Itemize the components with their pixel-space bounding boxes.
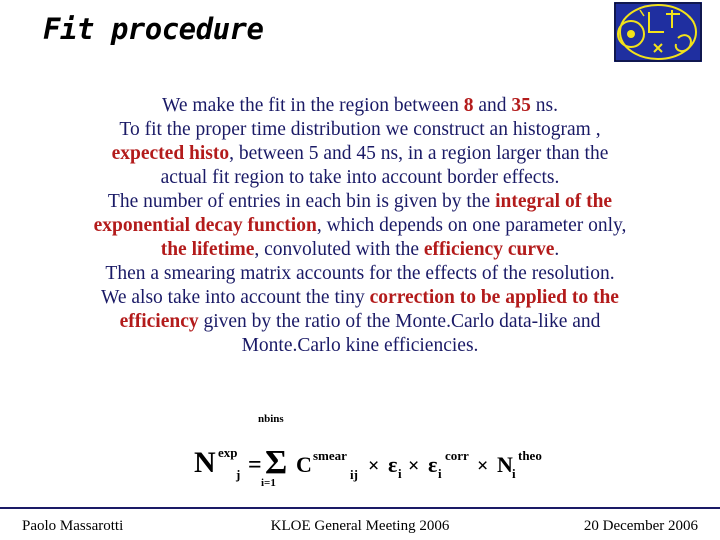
body-text-run: We make the fit in the region between — [162, 95, 464, 116]
highlighted-text: exponential decay function — [93, 215, 317, 236]
highlighted-text: correction to be applied to the — [369, 287, 619, 308]
highlighted-text: 8 — [463, 95, 474, 116]
body-paragraph — [20, 94, 700, 358]
body-text-run: given by the ratio of the Monte.Carlo data-like and — [198, 311, 601, 332]
formula-equals: = — [248, 452, 262, 478]
highlighted-text: efficiency — [119, 311, 199, 332]
footer-divider — [0, 507, 720, 509]
highlighted-text: efficiency curve — [423, 239, 555, 260]
formula-times-1: × — [368, 455, 380, 477]
body-text-run: Monte.Carlo kine efficiencies. — [241, 335, 479, 356]
body-text-run: actual fit region to take into account border effects. — [160, 167, 560, 188]
footer-author: Paolo Massarotti — [22, 518, 124, 534]
footer-date: 20 December 2006 — [583, 518, 698, 534]
formula-c-sup: smear — [313, 448, 347, 463]
formula-sum-lower: i=1 — [261, 477, 276, 489]
body-text-run: The number of entries in each bin is given by the — [107, 191, 496, 212]
highlighted-text: the lifetime — [160, 239, 255, 260]
formula-lhs-sub: j — [236, 467, 241, 482]
formula-eps2-sub: i — [438, 466, 442, 481]
formula-lhs-sup: exp — [218, 445, 238, 460]
formula-n-sup: theo — [518, 448, 542, 463]
formula-c-sub: ij — [350, 467, 358, 482]
formula-eps: ε — [388, 452, 398, 477]
body-text-run: To fit the proper time distribution we construct an histogram , — [119, 119, 601, 140]
body-text-run: , convoluted with the — [254, 239, 424, 260]
body-text-run: Then a smearing matrix accounts for the effects of the resolution. — [105, 263, 615, 284]
decay-formula — [0, 408, 720, 498]
body-text-run: , which depends on one parameter only, — [316, 215, 627, 236]
body-text-run: and — [473, 95, 512, 116]
formula-times-2: × — [408, 455, 420, 477]
formula-eps2: ε — [428, 452, 438, 477]
formula-sum: Σ — [265, 444, 288, 481]
footer-meeting: KLOE General Meeting 2006 — [270, 518, 450, 534]
slide-title: Fit procedure — [43, 12, 264, 46]
body-text-run: . — [554, 239, 560, 260]
highlighted-text: expected histo — [111, 143, 230, 164]
highlighted-text: 35 — [511, 95, 531, 116]
body-text-run: , between 5 and 45 ns, in a region larger than the — [229, 143, 609, 164]
formula-eps2-sup: corr — [445, 448, 469, 463]
formula-times-3: × — [477, 455, 489, 477]
formula-n: N — [497, 452, 513, 477]
formula-sum-upper: nbins — [258, 413, 284, 425]
formula-c: C — [296, 452, 312, 477]
body-text-run: We also take into account the tiny — [101, 287, 370, 308]
highlighted-text: integral of the — [495, 191, 613, 212]
body-text-run: ns. — [530, 95, 558, 116]
formula-eps-sub: i — [398, 466, 402, 481]
formula-lhs: N — [194, 446, 216, 479]
kloe-logo-icon — [614, 2, 702, 62]
formula-n-sub: i — [512, 466, 516, 481]
